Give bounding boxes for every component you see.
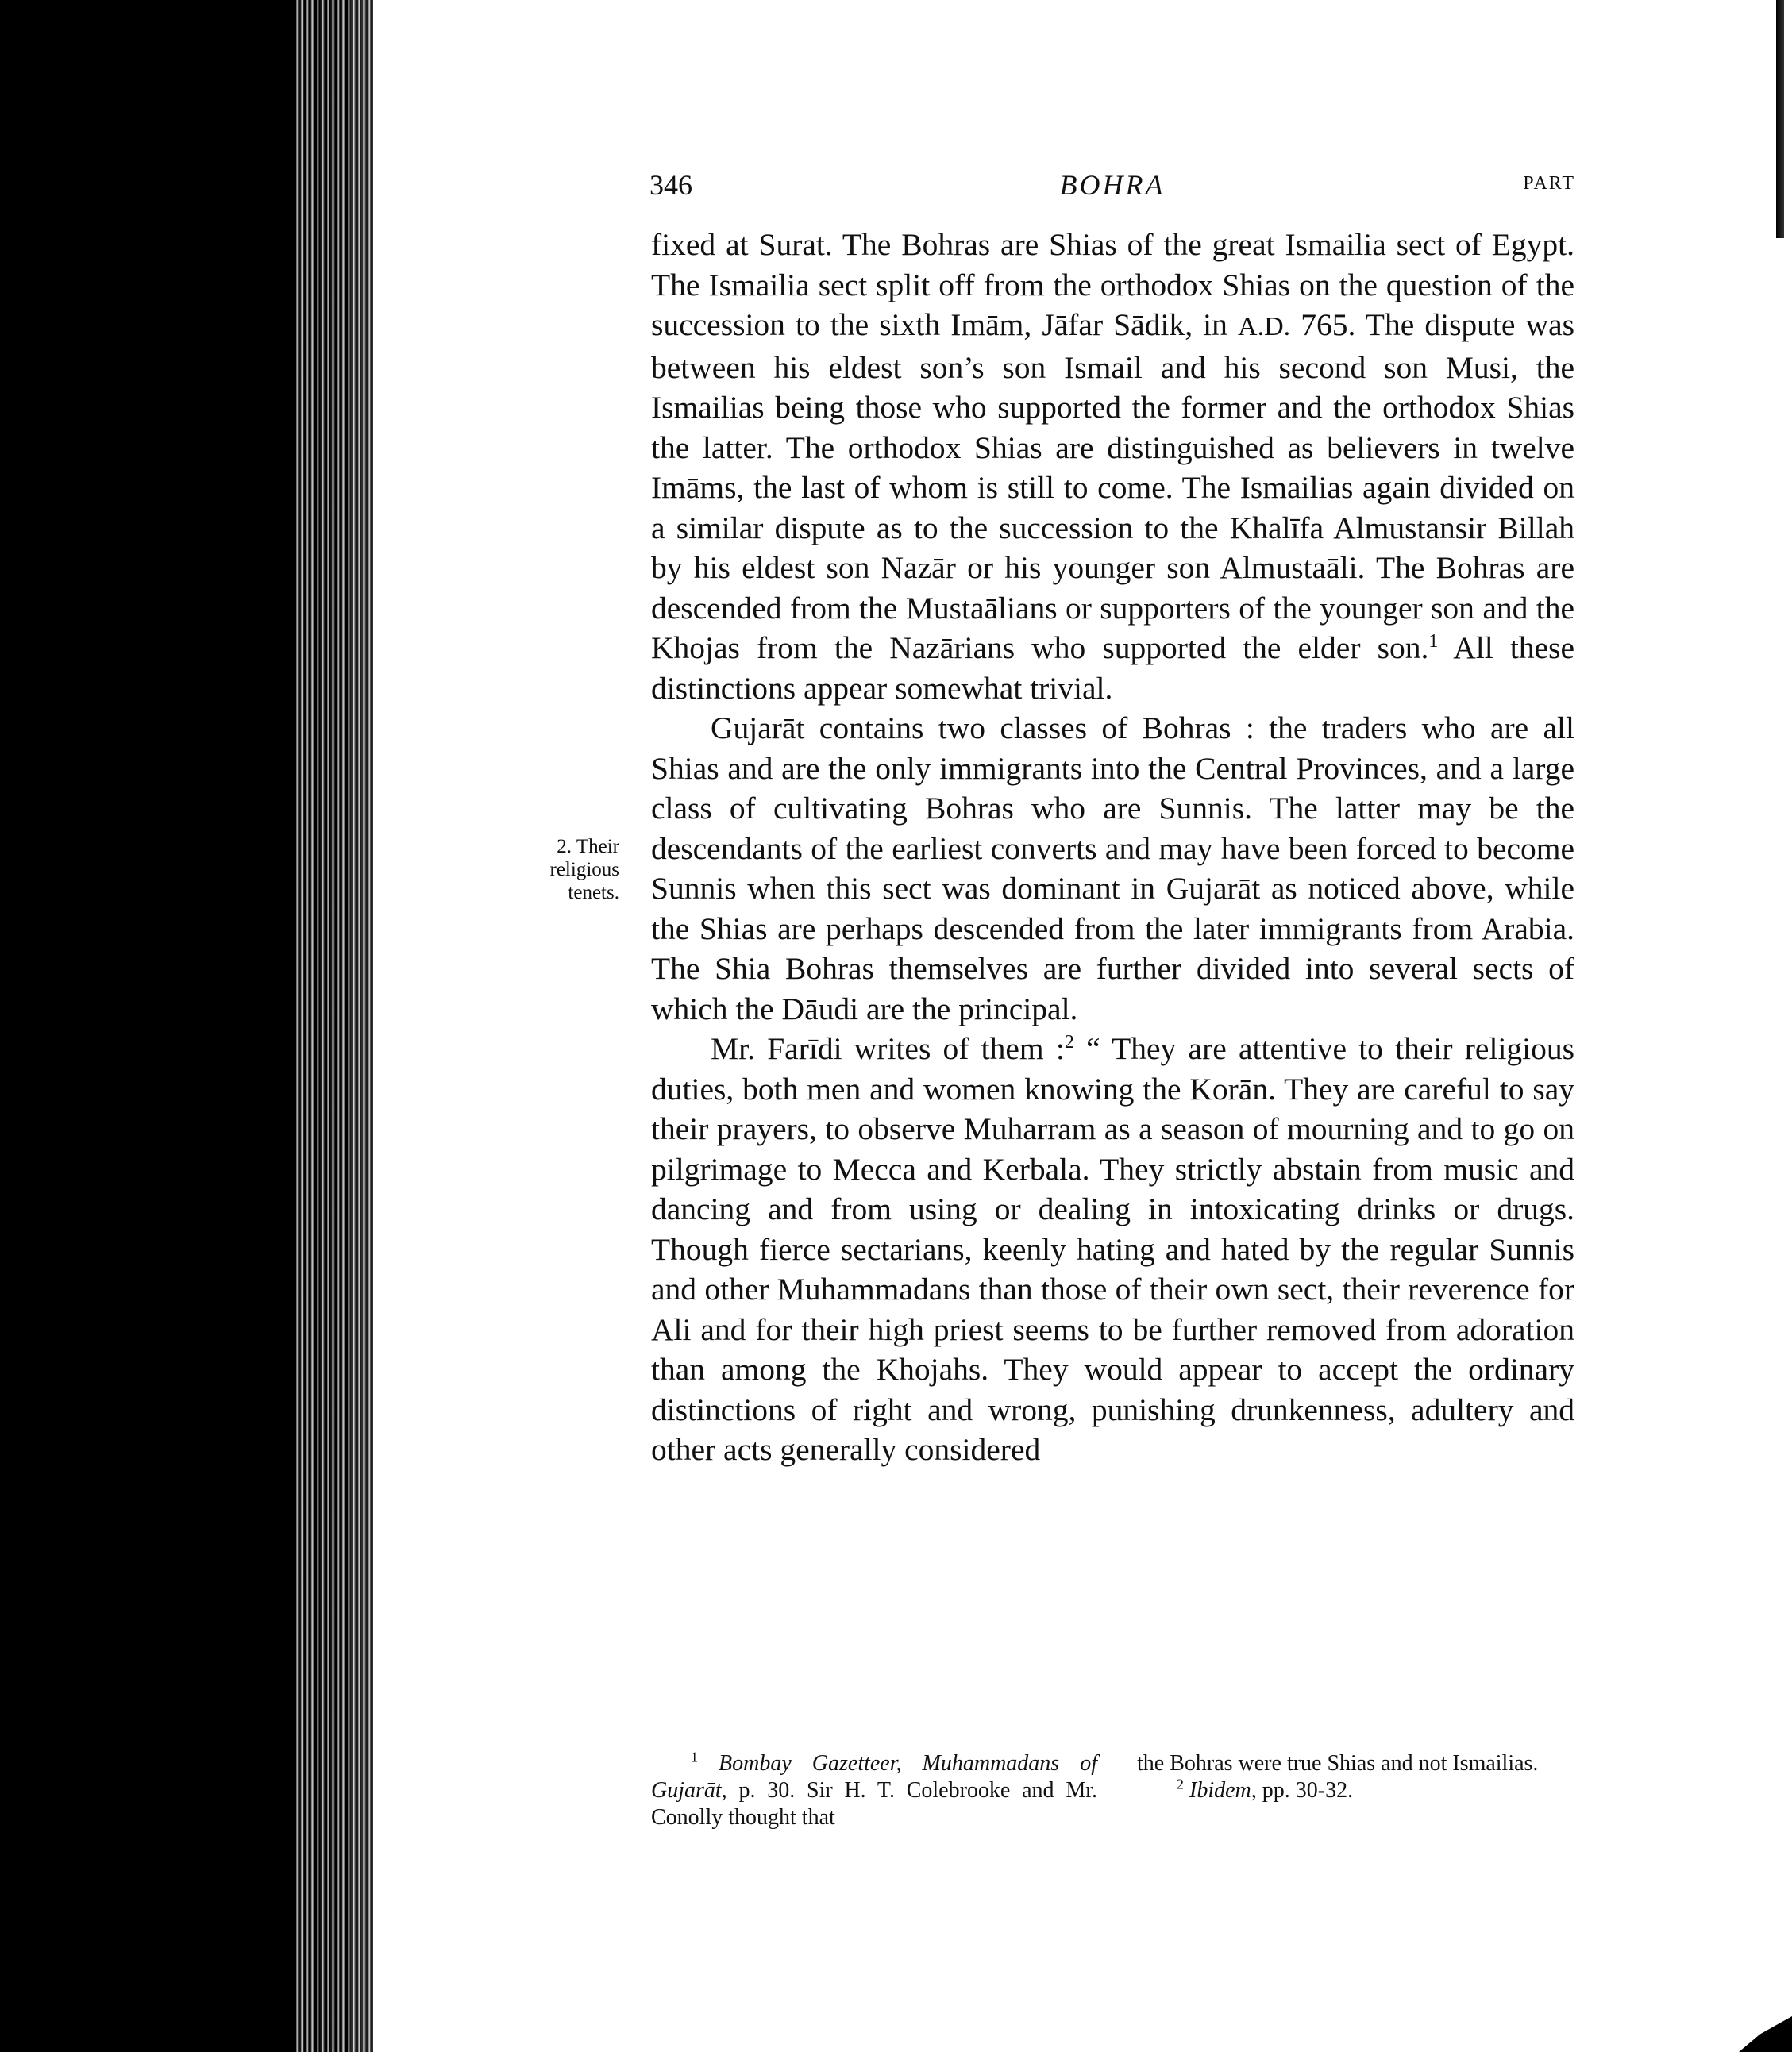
footnote-2-marker: 2 <box>1177 1776 1184 1792</box>
footnote-1-continued: the Bohras were true Shias and not Ismailias. <box>1137 1751 1539 1776</box>
main-text <box>651 225 1574 1470</box>
footnote-2-text: pp. 30-32. <box>1256 1778 1354 1803</box>
paragraph-3-text-b: “ They are attentive to their religious duties, both men and women knowing the Korān. They are careful to say their prayers, to observe Muharram as a season of mourning and to go on pilgrimage to Mecca and Kerbala. They strictly abstain from music and dancing and from using or dealing in intoxicating drinks or drugs. Though fierce sectarians, keenly hating and hated by the regular Sunnis and other Muhammadans than those of their own sect, their reverence for Ali and for their high priest seems to be further removed from adoration than among the Khojahs. They would appear to accept the ordinary distinctions of right and wrong, punishing drunkenness, adultery and other acts generally considered <box>651 1031 1575 1467</box>
paragraph-1-text-b: 765. The dispute was between his eldest son’s son Ismail and his second son Musi, the Ismailias being those who supported the former and the orthodox Shias the latter. The orthodox Shias are distinguished as believers in twelve Imāms, the last of whom is still to come. The Ismailias again divided on a similar dispute as to the succession to the Khalīfa Almustansir Billah by his eldest son Nazār or his younger son Almustaāli. The Bohras are descended from the Mustaālians or supporters of the younger son and the Khojas from the Nazārians who supported the elder son. <box>651 307 1574 665</box>
footnotes-right-column <box>1137 1750 1580 1804</box>
scan-edge-mark <box>1776 0 1784 238</box>
page-header <box>649 168 1575 208</box>
footnote-1-title: Bombay Gazetteer, Muhammadans of Gujarāt, <box>651 1751 1097 1803</box>
paragraph-1 <box>651 225 1574 708</box>
margin-note <box>516 835 619 904</box>
paragraph-2: Gujarāt contains two classes of Bohras : the traders who are all Shias and are the only immigrants into the Central Provinces, and a large class of cultivating Bohras who are Sunnis. The latter may be the descendants of the earliest converts and may have been forced to become Sunnis when this sect was dominant in Gujarāt as noticed above, while the Shias are perhaps descended from the later immigrants from Arabia. The Shia Bohras themselves are further divided into several sects of which the Dāudi are the principal. <box>651 710 1574 1026</box>
paragraph-1-text-a: fixed at Surat. The Bohras are Shias of the great Ismailia sect of Egypt. The Ismailia sect split off from the orthodox Shias on the question of the succession to the sixth Imām, Jāfar Sādik, in <box>651 227 1574 342</box>
footnote-1 <box>651 1750 1097 1831</box>
paragraph-3 <box>651 1029 1574 1470</box>
footnote-ref-2[interactable]: 2 <box>1064 1031 1074 1053</box>
footnote-1-text: p. 30. Sir H. T. Colebrooke and Mr. Conolly thought that <box>651 1778 1097 1830</box>
margin-note-number: 2. <box>557 836 572 857</box>
margin-note-text: Their religious tenets. <box>549 836 619 903</box>
paragraph-1-text-c: All these distinctions appear somewhat trivial. <box>651 630 1574 706</box>
footnotes-left-column <box>651 1750 1097 1831</box>
era-abbreviation: A.D. <box>1238 312 1291 341</box>
footnote-ref-1[interactable]: 1 <box>1428 630 1439 652</box>
footnote-1-marker: 1 <box>691 1749 698 1765</box>
scan-corner-mark <box>1739 2016 1792 2052</box>
paragraph-3-text-a: Mr. Farīdi writes of them : <box>711 1031 1065 1066</box>
page-gutter-edge <box>294 0 373 2052</box>
footnote-2-title: Ibidem, <box>1189 1778 1257 1803</box>
page-number: 346 <box>649 169 692 201</box>
part-label: PART <box>1523 173 1575 194</box>
running-title: BOHRA <box>1059 169 1166 201</box>
footnote-2 <box>1137 1777 1580 1804</box>
